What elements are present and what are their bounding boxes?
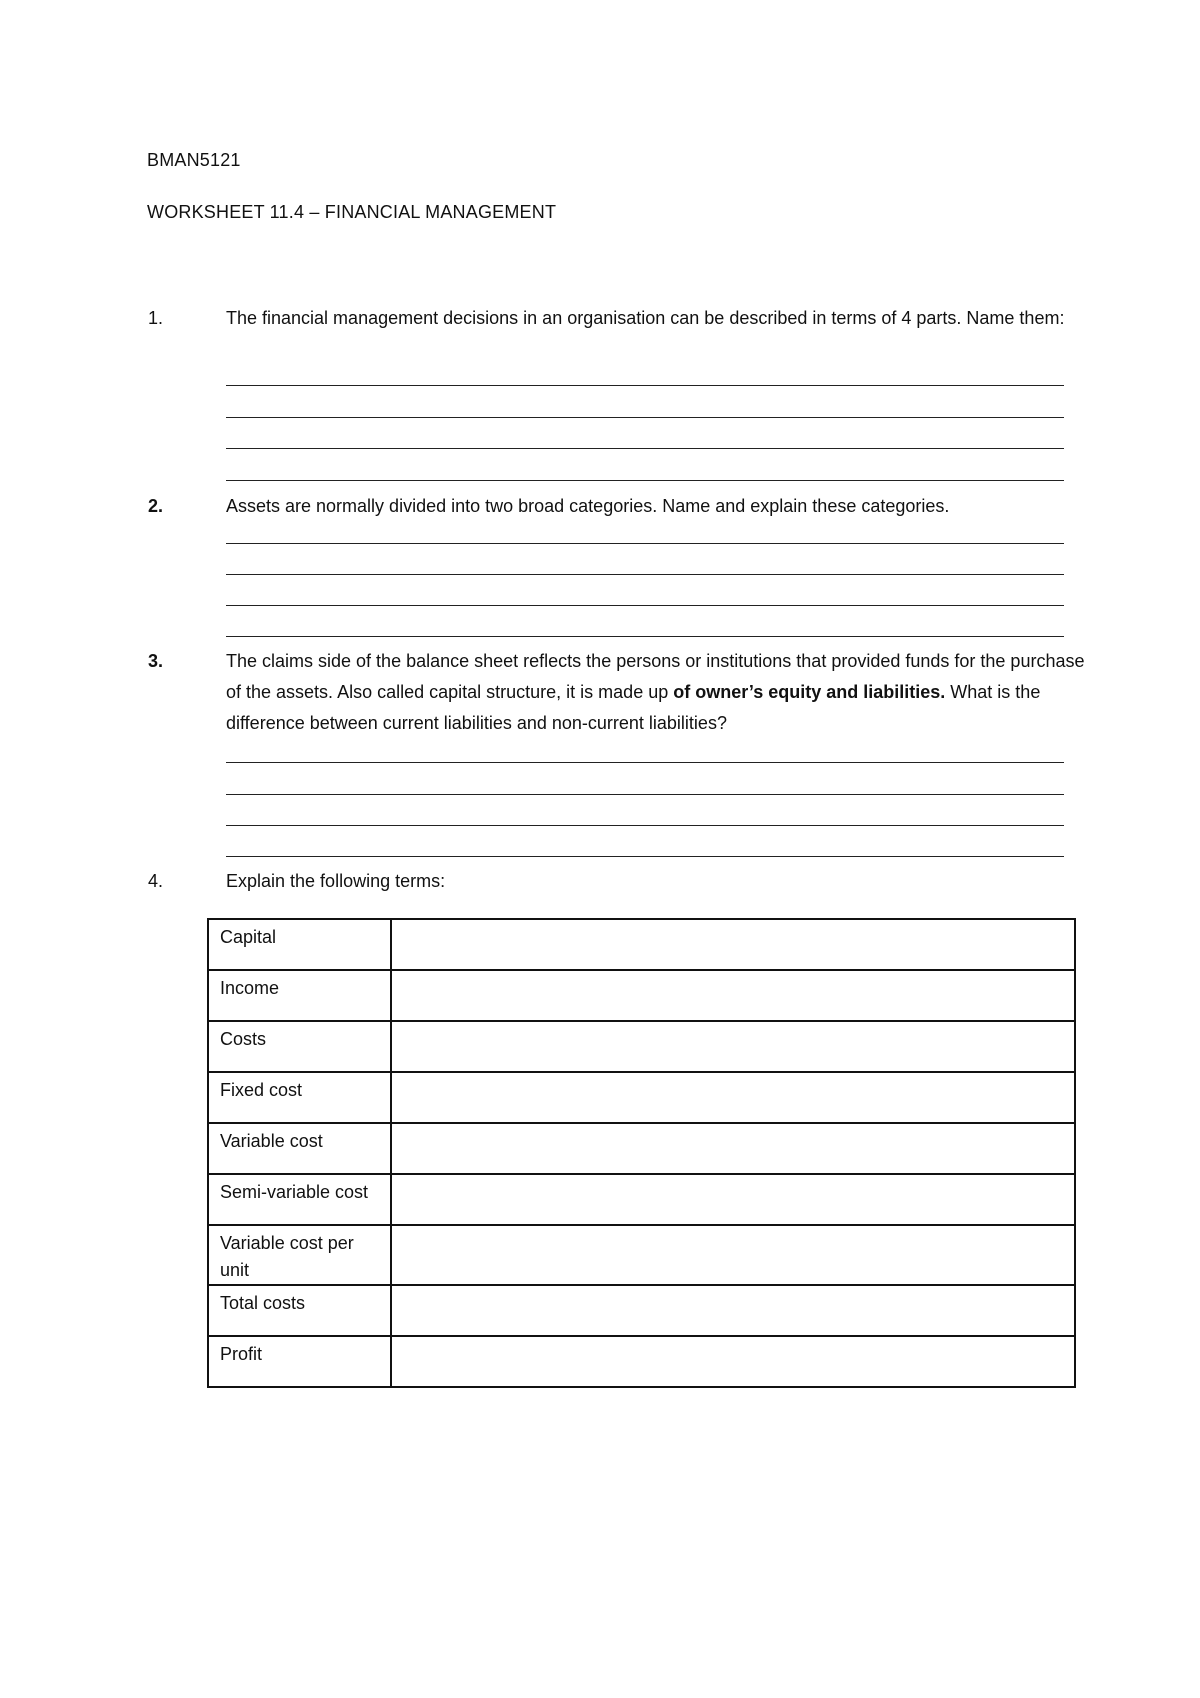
term-cell: Profit xyxy=(208,1336,391,1387)
answer-cell[interactable] xyxy=(391,970,1075,1021)
answer-line[interactable] xyxy=(226,762,1064,763)
question-text xyxy=(226,646,1088,739)
question-number: 3. xyxy=(148,651,164,671)
table-row xyxy=(208,1174,1075,1225)
question-text: Explain the following terms: xyxy=(226,871,446,891)
answer-line[interactable] xyxy=(226,794,1064,795)
term-cell: Capital xyxy=(208,919,391,970)
table-row xyxy=(208,919,1075,970)
table-row xyxy=(208,1123,1075,1174)
answer-cell[interactable] xyxy=(391,1174,1075,1225)
question-text-part: What is the difference between current liabilities and non-current liabilities? xyxy=(226,682,1041,733)
question-number: 4. xyxy=(148,871,164,891)
answer-line[interactable] xyxy=(226,385,1064,386)
question-number: 2. xyxy=(148,496,164,516)
answer-cell[interactable] xyxy=(391,1021,1075,1072)
table-row xyxy=(208,1021,1075,1072)
answer-line[interactable] xyxy=(226,636,1064,637)
answer-cell[interactable] xyxy=(391,1336,1075,1387)
answer-line[interactable] xyxy=(226,480,1064,481)
answer-line[interactable] xyxy=(226,856,1064,857)
question-1 xyxy=(148,303,1088,334)
term-cell: Income xyxy=(208,970,391,1021)
answer-line[interactable] xyxy=(226,543,1064,544)
term-cell: Fixed cost xyxy=(208,1072,391,1123)
table-row xyxy=(208,1225,1075,1285)
answer-line[interactable] xyxy=(226,417,1064,418)
term-cell: Variable cost xyxy=(208,1123,391,1174)
question-text: The financial management decisions in an organisation can be described in terms of 4 parts. Name them: xyxy=(226,308,1065,328)
question-text: Assets are normally divided into two broad categories. Name and explain these categories. xyxy=(226,496,950,516)
question-text-emphasis: of owner’s equity and liabilities. xyxy=(673,682,946,702)
answer-line[interactable] xyxy=(226,605,1064,606)
term-cell: Variable cost per unit xyxy=(208,1225,391,1285)
answer-line[interactable] xyxy=(226,825,1064,826)
question-4 xyxy=(148,866,1088,897)
term-cell: Costs xyxy=(208,1021,391,1072)
question-text-part: The claims side of the balance sheet reflects the persons or institutions that provided funds for the purchase of the assets. Also called capital structure, it is made up xyxy=(226,651,1085,702)
question-3 xyxy=(148,646,1088,739)
terms-table xyxy=(207,918,1076,1388)
question-2 xyxy=(148,491,1088,522)
answer-cell[interactable] xyxy=(391,919,1075,970)
question-number: 1. xyxy=(148,308,164,328)
table-row xyxy=(208,1285,1075,1336)
answer-cell[interactable] xyxy=(391,1285,1075,1336)
answer-line[interactable] xyxy=(226,448,1064,449)
course-code: BMAN5121 xyxy=(147,150,241,170)
table-row xyxy=(208,1072,1075,1123)
answer-line[interactable] xyxy=(226,574,1064,575)
answer-cell[interactable] xyxy=(391,1123,1075,1174)
table-row xyxy=(208,1336,1075,1387)
term-cell: Semi-variable cost xyxy=(208,1174,391,1225)
worksheet-title: WORKSHEET 11.4 – FINANCIAL MANAGEMENT xyxy=(147,202,557,222)
term-cell: Total costs xyxy=(208,1285,391,1336)
table-row xyxy=(208,970,1075,1021)
answer-cell[interactable] xyxy=(391,1072,1075,1123)
answer-cell[interactable] xyxy=(391,1225,1075,1285)
